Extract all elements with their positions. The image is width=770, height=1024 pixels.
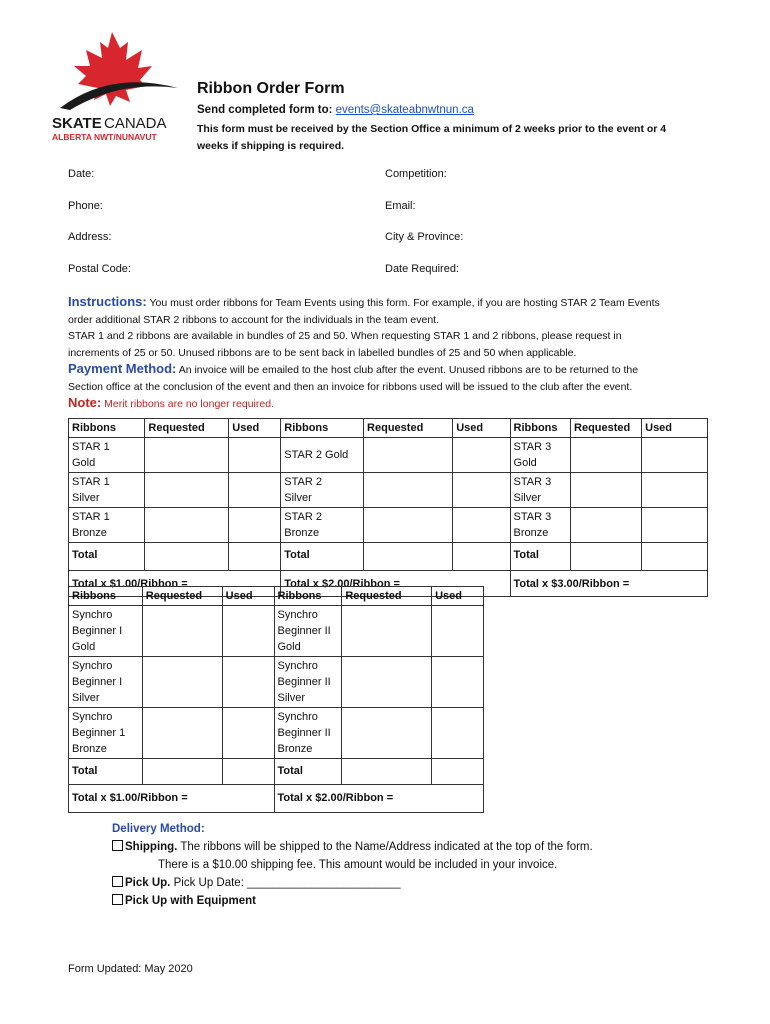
requested-cell[interactable] [342, 606, 432, 657]
requested-cell[interactable] [571, 543, 642, 571]
col-used: Used [229, 419, 281, 438]
used-cell[interactable] [642, 508, 708, 543]
used-cell[interactable] [222, 606, 274, 657]
used-cell[interactable] [642, 438, 708, 473]
used-cell[interactable] [222, 759, 274, 785]
notice-line-2: weeks if shipping is required. [197, 140, 345, 152]
used-cell[interactable] [453, 473, 510, 508]
date-required-field[interactable]: Date Required: [385, 263, 459, 275]
checkbox-icon[interactable] [112, 840, 123, 851]
email-field[interactable]: Email: [385, 200, 416, 212]
instructions-line-2: order additional STAR 2 ribbons to account for the individuals in the team event. [68, 313, 440, 326]
requested-cell[interactable] [145, 438, 229, 473]
instructions-block [68, 294, 704, 413]
synchro2-total-price[interactable]: Total x $2.00/Ribbon = [274, 785, 484, 813]
logo-canada-text: CANADA [104, 115, 167, 132]
used-cell[interactable] [432, 657, 484, 708]
requested-cell[interactable] [364, 473, 453, 508]
requested-cell[interactable] [142, 606, 222, 657]
col-ribbons: Ribbons [69, 419, 145, 438]
total-label: Total [69, 543, 145, 571]
pickup-option[interactable]: Pick Up. Pick Up Date: ________________________ [112, 874, 593, 892]
col-requested: Requested [145, 419, 229, 438]
used-cell[interactable] [642, 543, 708, 571]
synchro1-total-price[interactable]: Total x $1.00/Ribbon = [69, 785, 275, 813]
notice-line-1: This form must be received by the Section Office a minimum of 2 weeks prior to the event or 4 [197, 123, 667, 135]
star3-bronze-label: STAR 3 Bronze [510, 508, 571, 543]
requested-cell[interactable] [364, 543, 453, 571]
table-header-row [69, 587, 484, 606]
synchro-beg2-silver-label: Synchro Beginner II Silver [274, 657, 342, 708]
checkbox-icon[interactable] [112, 876, 123, 887]
star2-bronze-label: STAR 2 Bronze [281, 508, 364, 543]
used-cell[interactable] [432, 708, 484, 759]
star3-total-price[interactable]: Total x $3.00/Ribbon = [510, 571, 707, 597]
star1-silver-label: STAR 1 Silver [69, 473, 145, 508]
star1-total-price[interactable]: Total x $1.00/Ribbon = [69, 571, 281, 597]
col-ribbons: Ribbons [510, 419, 571, 438]
synchro-beg1-gold-label: Synchro Beginner I Gold [69, 606, 143, 657]
send-email-link[interactable]: events@skateabnwtnun.ca [335, 104, 474, 116]
date-field[interactable]: Date: [68, 168, 95, 180]
logo-skate-text: SKATE [52, 115, 102, 132]
total-row [69, 759, 484, 785]
city-province-field[interactable]: City & Province: [385, 231, 464, 243]
address-field[interactable]: Address: [68, 231, 112, 243]
table-row [69, 606, 484, 657]
col-used: Used [432, 587, 484, 606]
payment-label: Payment Method: [68, 361, 177, 376]
col-used: Used [222, 587, 274, 606]
phone-field[interactable]: Phone: [68, 200, 103, 212]
used-cell[interactable] [432, 759, 484, 785]
shipping-fee-text: There is a $10.00 shipping fee. This amount would be included in your invoice. [158, 859, 558, 871]
used-cell[interactable] [229, 473, 281, 508]
instructions-line-4: increments of 25 or 50. Unused ribbons are to be sent back in labelled bundles of 25 and 50 when applicable. [68, 346, 577, 359]
synchro-beg1-bronze-label: Synchro Beginner 1 Bronze [69, 708, 143, 759]
instructions-label: Instructions: [68, 294, 147, 309]
requested-cell[interactable] [142, 759, 222, 785]
star2-gold-label: STAR 2 Gold [281, 438, 364, 473]
total-row [69, 543, 708, 571]
used-cell[interactable] [453, 543, 510, 571]
requested-cell[interactable] [145, 473, 229, 508]
synchro-beg2-bronze-label: Synchro Beginner II Bronze [274, 708, 342, 759]
synchro-beg2-gold-label: Synchro Beginner II Gold [274, 606, 342, 657]
postal-code-field[interactable]: Postal Code: [68, 263, 131, 275]
used-cell[interactable] [229, 508, 281, 543]
requested-cell[interactable] [571, 438, 642, 473]
requested-cell[interactable] [342, 657, 432, 708]
total-label: Total [281, 543, 364, 571]
star-ribbon-table [68, 418, 708, 597]
col-used: Used [453, 419, 510, 438]
requested-cell[interactable] [145, 543, 229, 571]
payment-line-1: An invoice will be emailed to the host club after the event. Unused ribbons are to be returned to the [178, 364, 639, 376]
skate-canada-logo [50, 30, 185, 145]
col-requested: Requested [571, 419, 642, 438]
star2-total-price[interactable]: Total x $2.00/Ribbon = [281, 571, 510, 597]
table-row [69, 708, 484, 759]
pickup-equipment-option[interactable]: Pick Up with Equipment [112, 892, 593, 910]
requested-cell[interactable] [342, 708, 432, 759]
total-label: Total [69, 759, 143, 785]
star3-gold-label: STAR 3 Gold [510, 438, 571, 473]
form-updated-footer: Form Updated: May 2020 [68, 963, 193, 975]
table-header-row [69, 419, 708, 438]
send-label: Send completed form to: [197, 104, 333, 116]
used-cell[interactable] [453, 508, 510, 543]
star2-silver-label: STAR 2 Silver [281, 473, 364, 508]
col-used: Used [642, 419, 708, 438]
table-row [69, 473, 708, 508]
requested-cell[interactable] [142, 657, 222, 708]
used-cell[interactable] [642, 473, 708, 508]
requested-cell[interactable] [142, 708, 222, 759]
send-instruction [197, 104, 474, 116]
deadline-notice [197, 121, 717, 155]
checkbox-icon[interactable] [112, 894, 123, 905]
synchro-ribbon-table [68, 586, 484, 813]
col-requested: Requested [342, 587, 432, 606]
requested-cell[interactable] [571, 508, 642, 543]
used-cell[interactable] [222, 657, 274, 708]
used-cell[interactable] [453, 438, 510, 473]
total-price-row [69, 785, 484, 813]
delivery-title: Delivery Method: [112, 823, 205, 835]
total-label: Total [274, 759, 342, 785]
star1-gold-label: STAR 1 Gold [69, 438, 145, 473]
shipping-option[interactable]: Shipping. The ribbons will be shipped to the Name/Address indicated at the top of the form. [112, 838, 593, 856]
used-cell[interactable] [222, 708, 274, 759]
instructions-line-3: STAR 1 and 2 ribbons are available in bundles of 25 and 50. When requesting STAR 1 and 2 ribbons, please request in [68, 330, 622, 342]
star1-bronze-label: STAR 1 Bronze [69, 508, 145, 543]
table-row [69, 438, 708, 473]
used-cell[interactable] [229, 438, 281, 473]
requested-cell[interactable] [364, 438, 453, 473]
requested-cell[interactable] [364, 508, 453, 543]
requested-cell[interactable] [571, 473, 642, 508]
competition-field[interactable]: Competition: [385, 168, 447, 180]
requested-cell[interactable] [145, 508, 229, 543]
total-label: Total [510, 543, 571, 571]
requested-cell[interactable] [342, 759, 432, 785]
table-row [69, 508, 708, 543]
col-ribbons: Ribbons [281, 419, 364, 438]
synchro-beg1-silver-label: Synchro Beginner I Silver [69, 657, 143, 708]
used-cell[interactable] [432, 606, 484, 657]
col-ribbons: Ribbons [274, 587, 342, 606]
table-row [69, 657, 484, 708]
payment-line-2: Section office at the conclusion of the event and then an invoice for ribbons used will be issued to the club after the event. [68, 380, 633, 393]
col-requested: Requested [364, 419, 453, 438]
note-label: Note: [68, 395, 102, 410]
delivery-method [112, 820, 593, 910]
logo-region-text: ALBERTA NWT/NUNAVUT [52, 132, 157, 142]
used-cell[interactable] [229, 543, 281, 571]
star3-silver-label: STAR 3 Silver [510, 473, 571, 508]
col-requested: Requested [142, 587, 222, 606]
note-text: Merit ribbons are no longer required. [104, 398, 274, 410]
col-ribbons: Ribbons [69, 587, 143, 606]
page-title: Ribbon Order Form [197, 80, 345, 97]
instructions-line-1: You must order ribbons for Team Events using this form. For example, if you are hosting STAR 2 Team Events [149, 297, 660, 309]
